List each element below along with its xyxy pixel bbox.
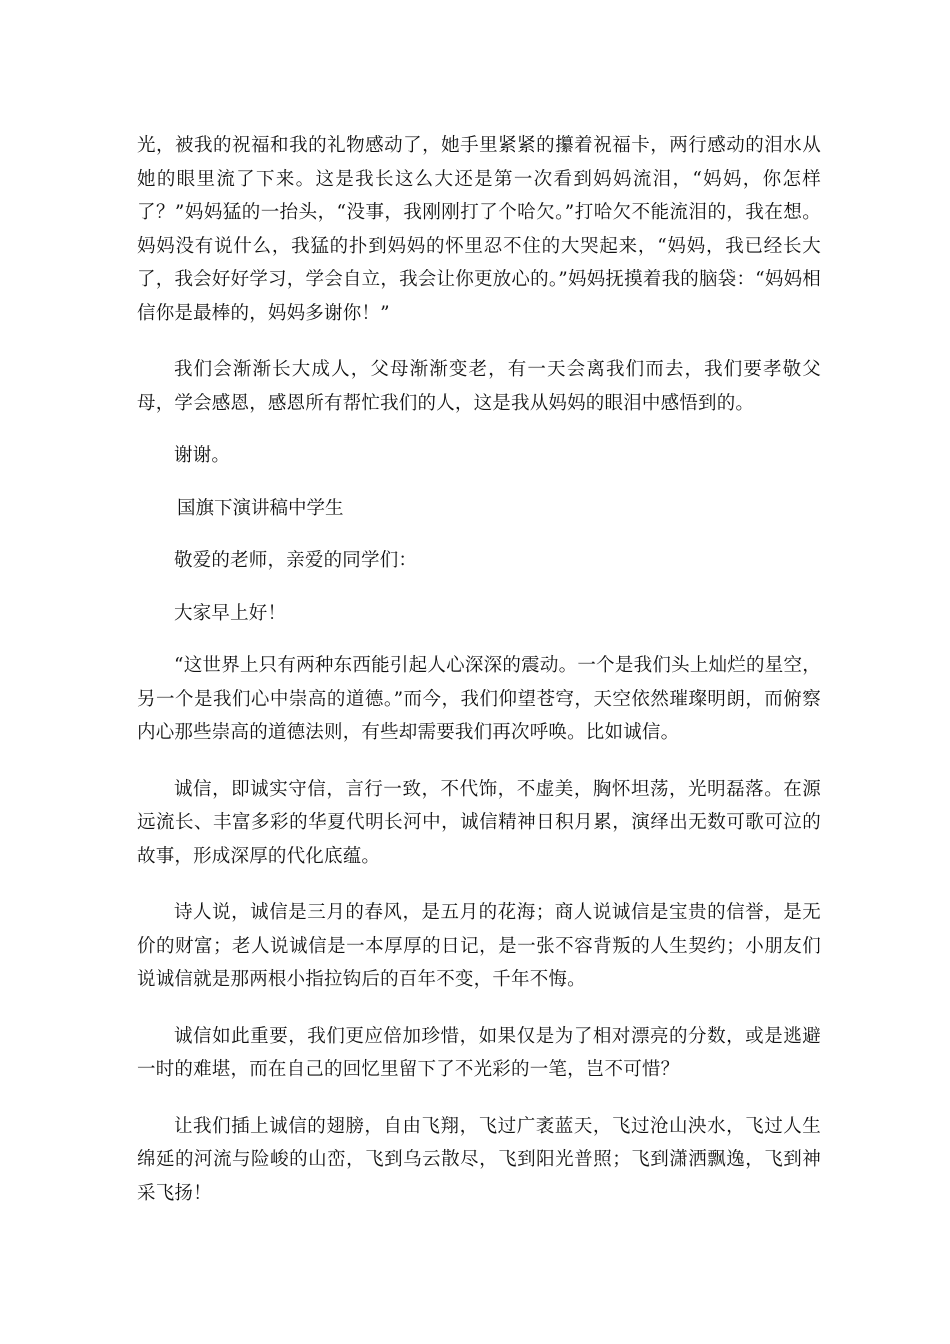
speech-salutation: 敬爱的老师，亲爱的同学们： [174,550,418,571]
speech-paragraph-cherish: 诚信如此重要，我们更应倍加珍惜，如果仅是为了相对漂亮的分数，或是逃避一时的难堪，而在自己的回忆里留下了不光彩的一笔，岂不可惜？ [137,1025,821,1080]
speech-greeting: 大家早上好！ [174,602,287,624]
paragraph-gratitude: 我们会渐渐长大成人，父母渐渐变老，有一天会离我们而去，我们要孝敬父母，学会感恩，感恩所有帮忙我们的人，这是我从妈妈的眼泪中感悟到的。 [137,359,821,414]
speech-paragraph-starry-sky: “这世界上只有两种东西能引起人心深深的震动。一个是我们头上灿烂的星空，另一个是我们心中崇高的道德。”而今，我们仰望苍穹，天空依然璀璨明朗，而俯察内心那些崇高的道德法则，有些却需要我们再次呼唤。比如诚信。 [137,655,821,743]
paragraph-thanks: 谢谢。 [174,445,231,466]
speech-paragraph-wings: 让我们插上诚信的翅膀，自由飞翔，飞过广袤蓝天，飞过沧山泱水，飞过人生绵延的河流与险峻的山峦，飞到乌云散尽，飞到阳光普照；飞到潇洒飘逸，飞到神采飞扬！ [137,1115,821,1204]
speech-paragraph-poet-says: 诗人说，诚信是三月的春风，是五月的花海；商人说诚信是宝贵的信誉，是无价的财富；老人说诚信是一本厚厚的日记，是一张不容背叛的人生契约；小朋友们说诚信就是那两根小指拉钩后的百年不变，千年不悔。 [137,902,821,990]
speech-paragraph-integrity-definition: 诚信，即诚实守信，言行一致，不代饰，不虚美，胸怀坦荡，光明磊落。在源远流长、丰富多彩的华夏代明长河中，诚信精神日积月累，演绎出无数可歌可泣的故事，形成深厚的代化底蕴。 [137,778,821,867]
paragraph-mother-tears: 光，被我的祝福和我的礼物感动了，她手里紧紧的攥着祝福卡，两行感动的泪水从她的眼里流了下来。这是我长这么大还是第一次看到妈妈流泪，“妈妈，你怎样了？”妈妈猛的一抬头，“没事，我刚刚打了个哈欠。”打哈欠不能流泪的，我在想。妈妈没有说什么，我猛的扑到妈妈的怀里忍不住的大哭起来，“妈妈，我已经长大了，我会好好学习，学会自立，我会让你更放心的。”妈妈抚摸着我的脑袋：“妈妈相信你是最棒的，妈妈多谢你！” [137,135,821,324]
document-page [137,129,821,1210]
section-heading: 国旗下演讲稿中学生 [177,497,344,519]
